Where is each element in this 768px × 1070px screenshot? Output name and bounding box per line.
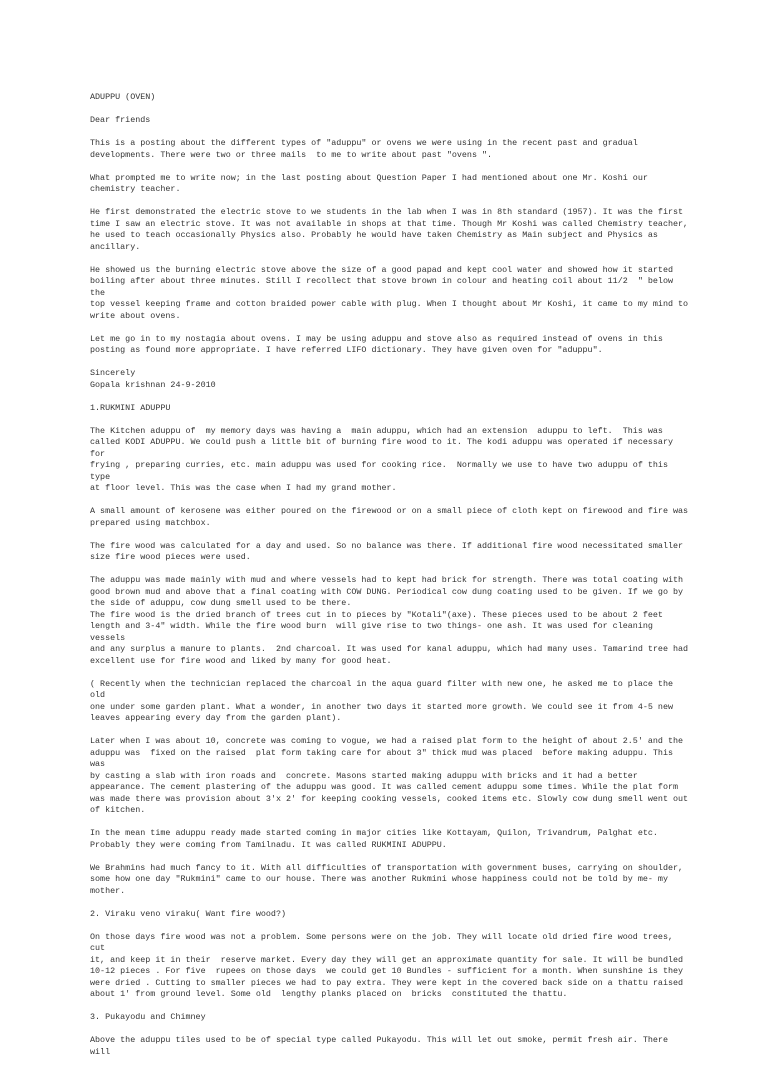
salutation: Dear friends xyxy=(90,115,151,125)
paragraph: The fire wood was calculated for a day and used. So no balance was there. If additional fire wood necessitated smaller size fire wood pieces were used. xyxy=(90,540,684,562)
paragraph: The aduppu was made mainly with mud and where vessels had to kept had brick for strength. There was total coating with good brown mud and above that a final coating with COW DUNG. Periodical cow dung coating used to be given. If we go by the side of aduppu, cow dung smell used to be there. xyxy=(90,575,684,608)
paragraph: He showed us the burning electric stove above the size of a good papad and kept cool water and showed how it started boiling after about three minutes. Still I recollect that stove brown in colour and heating coil about 11/2 " below the top vessel keeping frame and cotton braided power cable with plug. When I thought about Mr Koshi, it came to my mind to write about ovens. xyxy=(90,264,689,321)
paragraph: The Kitchen aduppu of my memory days was having a main aduppu, which had an extension aduppu to left. This was called KODI ADUPPU. We could push a little bit of burning fire wood to it. The kodi aduppu was operated if necessary for frying , preparing curries, etc. main aduppu was used for cooking rice. Normally we use to have two aduppu of this type at floor level. This was the case when I had my grand mother. xyxy=(90,425,673,493)
section-heading: 2. Viraku veno viraku( Want fire wood?) xyxy=(90,908,287,919)
paragraph: A small amount of kerosene was either poured on the firewood or on a small piece of cloth kept on firewood and fire was prepared using matchbox. xyxy=(90,506,689,528)
paragraph: What prompted me to write now; in the last posting about Question Paper I had mentioned about one Mr. Koshi our chemistry teacher. xyxy=(90,172,648,194)
document-title: ADUPPU (OVEN) xyxy=(90,92,156,102)
paragraph: This is a posting about the different types of "aduppu" or ovens we were using in the recent past and gradual developments. There were two or three mails to me to write about past "ovens ". xyxy=(90,138,638,160)
document-body xyxy=(90,92,690,1070)
paragraph: We Brahmins had much fancy to it. With all difficulties of transportation with government buses, carrying on shoulder, some how one day "Rukmini" came to our house. There was another Rukmini whose happiness could not be told by me- my mother. xyxy=(90,862,684,896)
paragraph: He first demonstrated the electric stove to we students in the lab when I was in 8th standard (1957). It was the first time I saw an electric stove. It was not available in shops at that time. Though Mr Koshi was called Chemistry teacher, he used to teach occasionally Physics also. Probably he would have taken Chemistry as Main subject and Physics as ancillary. xyxy=(90,207,689,252)
paragraph: ( Recently when the technician replaced the charcoal in the aqua guard filter with new one, he asked me to place the old one under some garden plant. What a wonder, in another two days it started more growth. We could see it from 4-5 new leaves appearing every day from the garden plant). xyxy=(90,678,673,723)
section-heading: 1.RUKMINI ADUPPU xyxy=(90,402,171,413)
paragraph: Let me go in to my nostagia about ovens. I may be using aduppu and stove also as required instead of ovens in this posting as found more appropriate. I have referred LIFO dictionary. They have given oven for "aduppu". xyxy=(90,333,663,355)
paragraph: The fire wood is the dried branch of trees cut in to pieces by "Kotali"(axe). These pieces used to be about 2 feet length and 3-4" width. While the fire wood burn will give rise to two things- one ash. It was used for cleaning vessels and any surplus a manure to plants. 2nd charcoal. It was used for kanal aduppu, which had many uses. Tamarind tree had excellent use for fire wood and liked by many for good heat. xyxy=(90,609,689,666)
paragraph: On those days fire wood was not a problem. Some persons were on the job. They will locate old dried fire wood trees, cut it, and keep it in their reserve market. Every day they will get an approximate quantity for sale. It will be bundled 10-12 pieces . For five rupees on those days we could get 10 Bundles - sufficient for a month. When sunshine is they were dried . Cutting to smaller pieces we had to pay extra. They were kept in the covered back side on a thattu raised about 1' from ground level. Some old lengthy planks placed on bricks constituted the thattu. xyxy=(90,931,684,999)
paragraph: Later when I was about 10, concrete was coming to vogue, we had a raised plat form to the height of about 2.5' and the aduppu was fixed on the raised plat form taking care for about 3" thick mud was placed before making aduppu. This was by casting a slab with iron roads and concrete. Masons started making aduppu with bricks and it had a better appearance. The cement plastering of the aduppu was good. It was called cement aduppu some times. While the plat form was made there was provision about 3'x 2' for keeping cooking vessels, cooked items etc. Slowly cow dung smell went out of kitchen. xyxy=(90,736,689,815)
signature-block: Sincerely Gopala krishnan 24-9-2010 xyxy=(90,368,216,390)
paragraph: In the mean time aduppu ready made started coming in major cities like Kottayam, Quilon, Trivandrum, Palghat etc. Probably they were coming from Tamilnadu. It was called RUKMINI ADUPPU. xyxy=(90,828,658,850)
paragraph: Above the aduppu tiles used to be of special type called Pukayodu. This will let out smoke, permit fresh air. There will xyxy=(90,1035,674,1057)
section-heading: 3. Pukayodu and Chimney xyxy=(90,1012,206,1022)
